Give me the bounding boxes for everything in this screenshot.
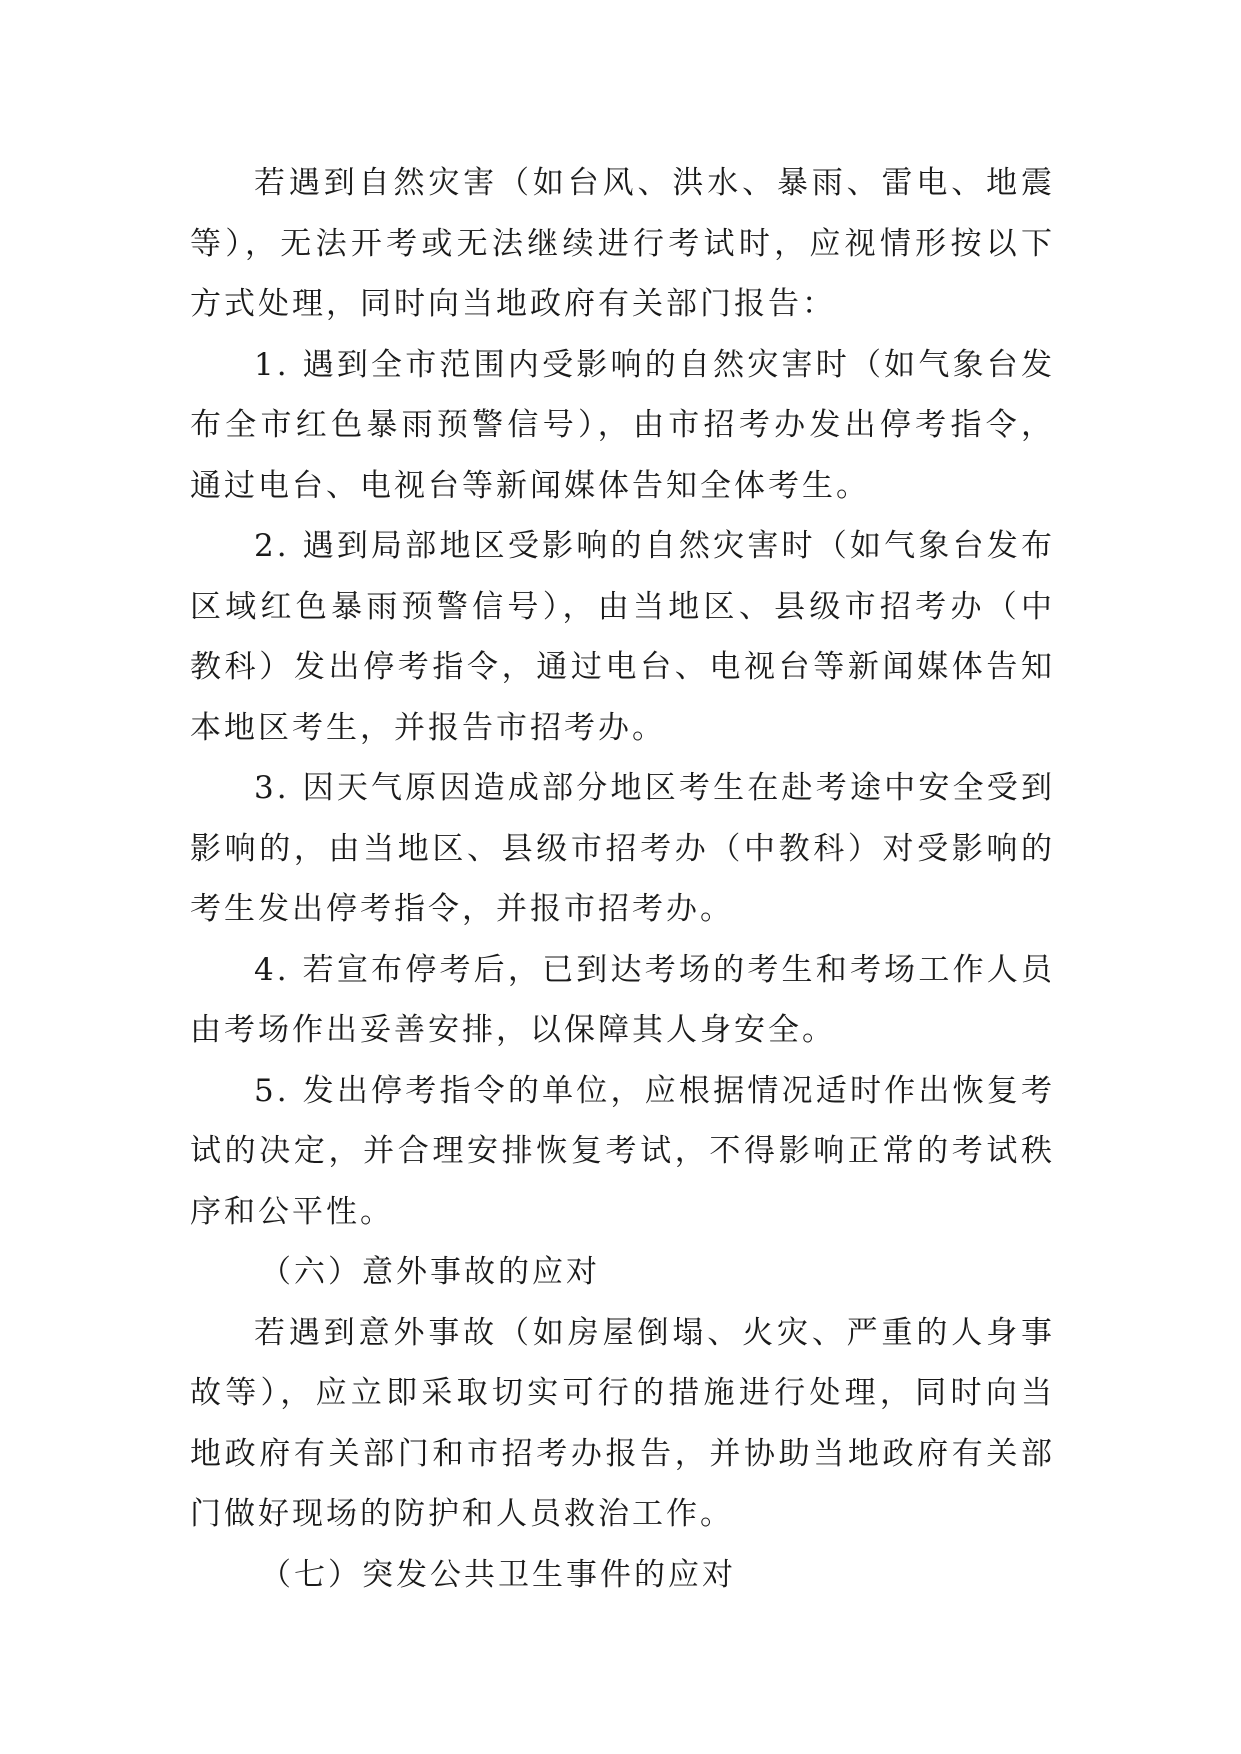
paragraph-item-3: 3. 因天气原因造成部分地区考生在赴考途中安全受到影响的，由当地区、县级市招考办（中教科）对受影响的考生发出停考指令，并报市招考办。 (190, 770, 1055, 927)
section-6-heading: （六）意外事故的应对 (260, 1254, 600, 1290)
section-6-body: 若遇到意外事故（如房屋倒塌、火灾、严重的人身事故等），应立即采取切实可行的措施进行处理，同时向当地政府有关部门和市招考办报告，并协助当地政府有关部门做好现场的防护和人员救治工作。 (190, 1314, 1055, 1532)
document-body (190, 153, 1055, 1605)
paragraph-natural-disaster-intro: 若遇到自然灾害（如台风、洪水、暴雨、雷电、地震等），无法开考或无法继续进行考试时，应视情形按以下方式处理，同时向当地政府有关部门报告： (190, 165, 1055, 322)
paragraph-item-5: 5. 发出停考指令的单位，应根据情况适时作出恢复考试的决定，并合理安排恢复考试，不得影响正常的考试秩序和公平性。 (190, 1072, 1055, 1230)
paragraph-item-2: 2. 遇到局部地区受影响的自然灾害时（如气象台发布区域红色暴雨预警信号），由当地区、县级市招考办（中教科）发出停考指令，通过电台、电视台等新闻媒体告知本地区考生，并报告市招考办。 (190, 528, 1055, 746)
section-7-heading: （七）突发公共卫生事件的应对 (260, 1556, 736, 1593)
paragraph-item-4: 4. 若宣布停考后，已到达考场的考生和考场工作人员由考场作出妥善安排，以保障其人身安全。 (190, 951, 1055, 1048)
paragraph-item-1: 1. 遇到全市范围内受影响的自然灾害时（如气象台发布全市红色暴雨预警信号），由市招考办发出停考指令，通过电台、电视台等新闻媒体告知全体考生。 (190, 346, 1055, 504)
